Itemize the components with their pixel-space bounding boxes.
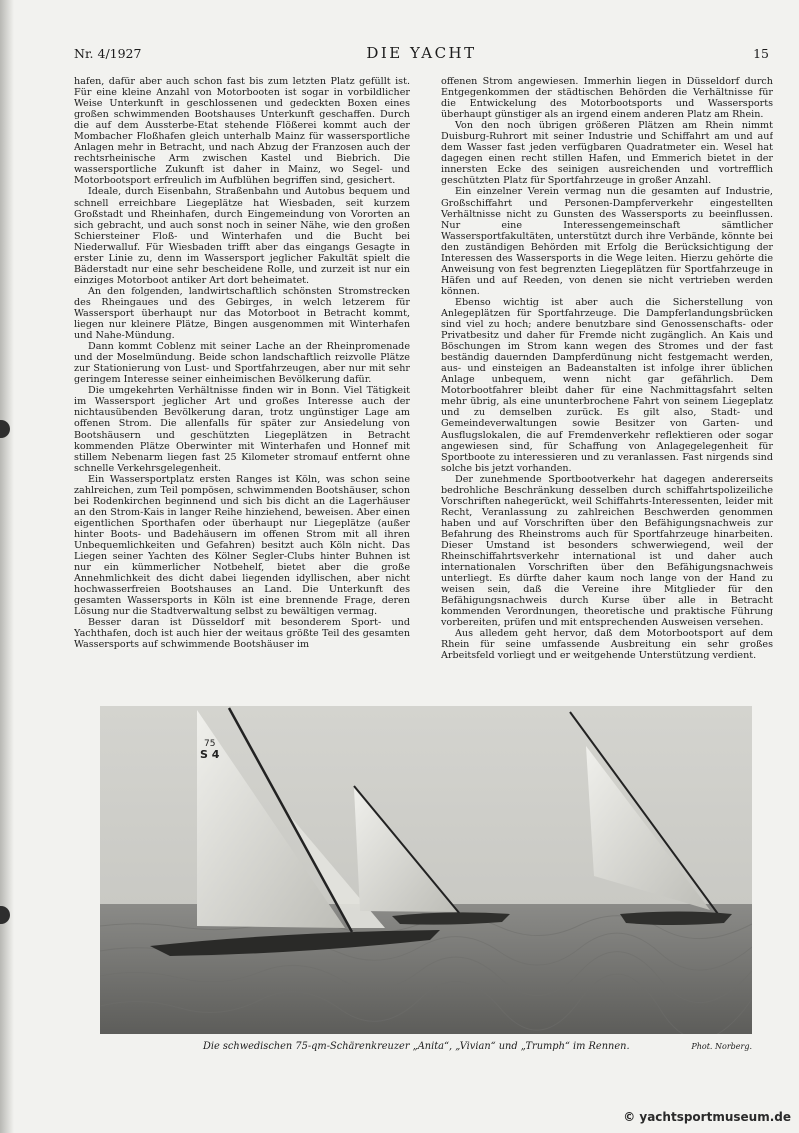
- paragraph: Aus alledem geht hervor, daß dem Motorbootsport auf dem Rhein für seine umfassende Ausbreitung ein sehr großes Arbeitsfeld vorliegt und er weitgehende Unterstützung verdient.: [441, 628, 773, 662]
- sail-number: S 4: [200, 748, 220, 761]
- paragraph: hafen, dafür aber auch schon fast bis zum letzten Platz gefüllt ist. Für eine kleine Anzahl von Motorbooten ist sogar in vorbildlicher Weise Unterkunft in geschlossenen und gedeckten Boxen eines großen schwimmenden Bootshauses Unterkunft geschaffen. Durch die auf dem Aussterbe-Etat stehende Flößerei kommt auch der Mombacher Floßhafen gleich unterhalb Mainz für wassersportliche Anlagen mehr in Betracht, und nach Abzug der Franzosen auch der rechtsrheinische Arm zwischen Kastel und Biebrich. Die wassersportliche Zukunft ist daher in Mainz, wo Segel- und Motorbootsport erfreulich im Aufblühen begriffen sind, gesichert.: [74, 76, 410, 187]
- paragraph: Ein Wassersportplatz ersten Ranges ist Köln, was schon seine zahlreichen, zum Teil pompösen, schwimmenden Bootshäuser, schon bei Rodenkirchen beginnend und sich bis dicht an die Lagerhäuser an den Strom-Kais in langer Reihe hinziehend, beweisen. Aber einen eigentlichen Sporthafen oder überhaupt nur Liegeplätze (außer hinter Boots- und Badehäusern im offenen Strom mit all ihren Unbequemlichkeiten und Gefahren) besitzt auch Köln nicht. Das Liegen seiner Yachten des Kölner Segler-Clubs hinter Buhnen ist nur ein kümmerlicher Notbehelf, bietet aber die große Annehmlichkeit des dicht dabei liegenden idyllischen, aber nicht hochwasserfreien Bootshauses an Land. Die Unterkunft des gesamten Wassersports in Köln ist eine brennende Frage, deren Lösung nur die Stadtverwaltung selbst zu bewältigen vermag.: [74, 473, 410, 618]
- paragraph: Die umgekehrten Verhältnisse finden wir in Bonn. Viel Tätigkeit im Wassersport jeglicher Art und großes Interesse auch der nichtausübenden Bevölkerung daran, trotz ungünstiger Lage am offenen Strom. Die allenfalls für später zur Ansiedelung von Bootshäusern und geschützten Liegeplätzen in Betracht kommenden Plätze Oberwinter mit Winterhafen und Honnef mit stillem Nebenarm liegen fast 25 Kilometer stromauf entfernt ohne schnelle Verkehrsgelegenheit.: [74, 385, 410, 474]
- paragraph: offenen Strom angewiesen. Immerhin liegen in Düsseldorf durch Entgegenkommen der städtischen Behörden die Verhältnisse für die Entwickelung des Motorbootsports und Wassersports überhaupt günstiger als an irgend einem anderen Platz am Rhein.: [441, 76, 773, 121]
- left-text-column: [74, 76, 410, 706]
- paragraph: Dann kommt Coblenz mit seiner Lache an der Rheinpromenade und der Moselmündung. Beide schon landschaftlich reizvolle Plätze zur Stationierung von Lust- und Sportfahrzeugen, aber nur mit sehr geringem Interesse seiner einheimischen Bevölkerung dafür.: [74, 341, 410, 386]
- binding-shadow: [0, 0, 14, 1133]
- photo-credit: Phot. Norberg.: [691, 1042, 752, 1051]
- paragraph: Ideale, durch Eisenbahn, Straßenbahn und Autobus bequem und schnell erreichbare Liegeplätze hat Wiesbaden, seit kurzem Großstadt und Rheinhafen, durch Eingemeindung von Vororten an sich gebracht, und auch sonst noch in seiner Nähe, wie den großen Schiersteiner Floß- und Winterhafen und die Bucht bei Niederwalluf. Für Wiesbaden trifft aber das eingangs Gesagte in erster Linie zu, denn im Wassersport jeglicher Fakultät spielt die Bäderstadt nur eine sehr bescheidene Rolle, und zurzeit ist nur ein einziges Motorboot antiker Art dort beheimatet.: [74, 186, 410, 286]
- sail-number: 75: [204, 739, 216, 749]
- caption-text: Die schwedischen 75-qm-Schärenkreuzer „Anita“, „Vivian“ und „Trumph“ im Rennen.: [203, 1041, 630, 1052]
- paragraph: An den folgenden, landwirtschaftlich schönsten Stromstrecken des Rheingaues und des Gebirges, in welch letzerem für Wassersport überhaupt nur das Motorboot in Betracht kommt, liegen nur kleinere Plätze, Bingen ausgenommen mit Winterhafen und Nahe-Mündung.: [74, 285, 410, 342]
- paragraph: Der zunehmende Sportbootverkehr hat dagegen andererseits bedrohliche Beschränkung desselben durch schiffahrtspolizeiliche Vorschriften nahegerückt, weil Schiffahrts-Interessenten, leider mit Recht, Veranlassung zu zahlreichen Beschwerden genommen haben und auf Vorschriften über den Befähigungsnachweis zur Befahrung des Rheinstroms auch für Sportfahrzeuge hinarbeiten. Dieser Umstand ist besonders schwerwiegend, weil der Rheinschiffahrtsverkehr international ist und daher auch internationalen Vorschriften über den Befähigungsnachweis unterliegt. Es dürfte daher kaum noch lange von der Hand zu weisen sein, daß die Vereine ihre Mitglieder für den Befähigungsnachweis durch Kurse über alle in Betracht kommenden Verordnungen, theoretische und praktische Führung vorbereiten, prüfen und mit entsprechenden Ausweisen versehen.: [441, 473, 773, 629]
- hull: [620, 912, 732, 926]
- photo-illustration: [100, 706, 752, 1034]
- page-number: 15: [753, 46, 769, 61]
- issue-number: Nr. 4/1927: [74, 46, 142, 61]
- watermark: © yachtsportmuseum.de: [623, 1110, 791, 1124]
- paragraph: Besser daran ist Düsseldorf mit besonderem Sport- und Yachthafen, doch ist auch hier der weitaus größte Teil des gesamten Wassersports auf schwimmende Bootshäuser im: [74, 617, 410, 651]
- page-header: [74, 44, 769, 64]
- right-text-column: [441, 76, 773, 706]
- paragraph: Von den noch übrigen größeren Plätzen am Rhein nimmt Duisburg-Ruhrort mit seiner Industrie und Schiffahrt am und auf dem Wasser fast jeden verfügbaren Quadratmeter ein. Wesel hat dagegen einen recht stillen Hafen, und Emmerich bietet in der innersten Ecke des seinigen ausreichenden und vortrefflich geschützten Platz für Sportfahrzeuge in großer Anzahl.: [441, 120, 773, 187]
- magazine-title: DIE YACHT: [366, 44, 477, 62]
- paragraph: Ebenso wichtig ist aber auch die Sicherstellung von Anlegeplätzen für Sportfahrzeuge. Die Dampferlandungsbrücken sind viel zu hoch; andere benutzbare sind Genossenschafts- oder Privatbesitz und daher für Fremde nicht zugänglich. An Kais und Böschungen im Strom kann wegen des Stromes und der fast beständig dauernden Dampferdünung nicht festgemacht werden, aus- und einsteigen an Badeanstalten ist infolge ihrer üblichen Anlage unbequem, wenn nicht gar gefährlich. Dem Motorbootfahrer bleibt daher für eine Nachmittagsfahrt selten mehr übrig, als eine ununterbrochene Fahrt von seinem Liegeplatz und zu demselben zurück. Es gilt also, Stadt- und Gemeindeverwaltungen sowie Besitzer von Garten- und Ausflugslokalen, die auf Fremdenverkehr reflektieren oder sogar angewiesen sind, für Schaffung von Anlagegelegenheit für Sportboote zu interessieren und zu veranlassen. Fast nirgends sind solche bis jetzt vorhanden.: [441, 296, 773, 474]
- paragraph: Ein einzelner Verein vermag nun die gesamten auf Industrie, Großschiffahrt und Personen-Dampferverkehr eingestellten Verhältnisse nicht zu Gunsten des Wassersports zu beeinflussen. Nur eine Interessengemeinschaft sämtlicher Wassersportfakultäten, unterstützt durch ihre Verbände, könnte bei den zuständigen Behörden mit Erfolg die Berücksichtigung der Interessen des Wassersports in die Wege leiten. Hierzu gehörte die Anweisung von fest begrenzten Liegeplätzen für Sportfahrzeuge in Häfen und auf Reeden, von denen sie nicht vertrieben werden können.: [441, 186, 773, 297]
- photo-caption: [100, 1041, 752, 1057]
- sailing-yachts-photo: [100, 706, 752, 1034]
